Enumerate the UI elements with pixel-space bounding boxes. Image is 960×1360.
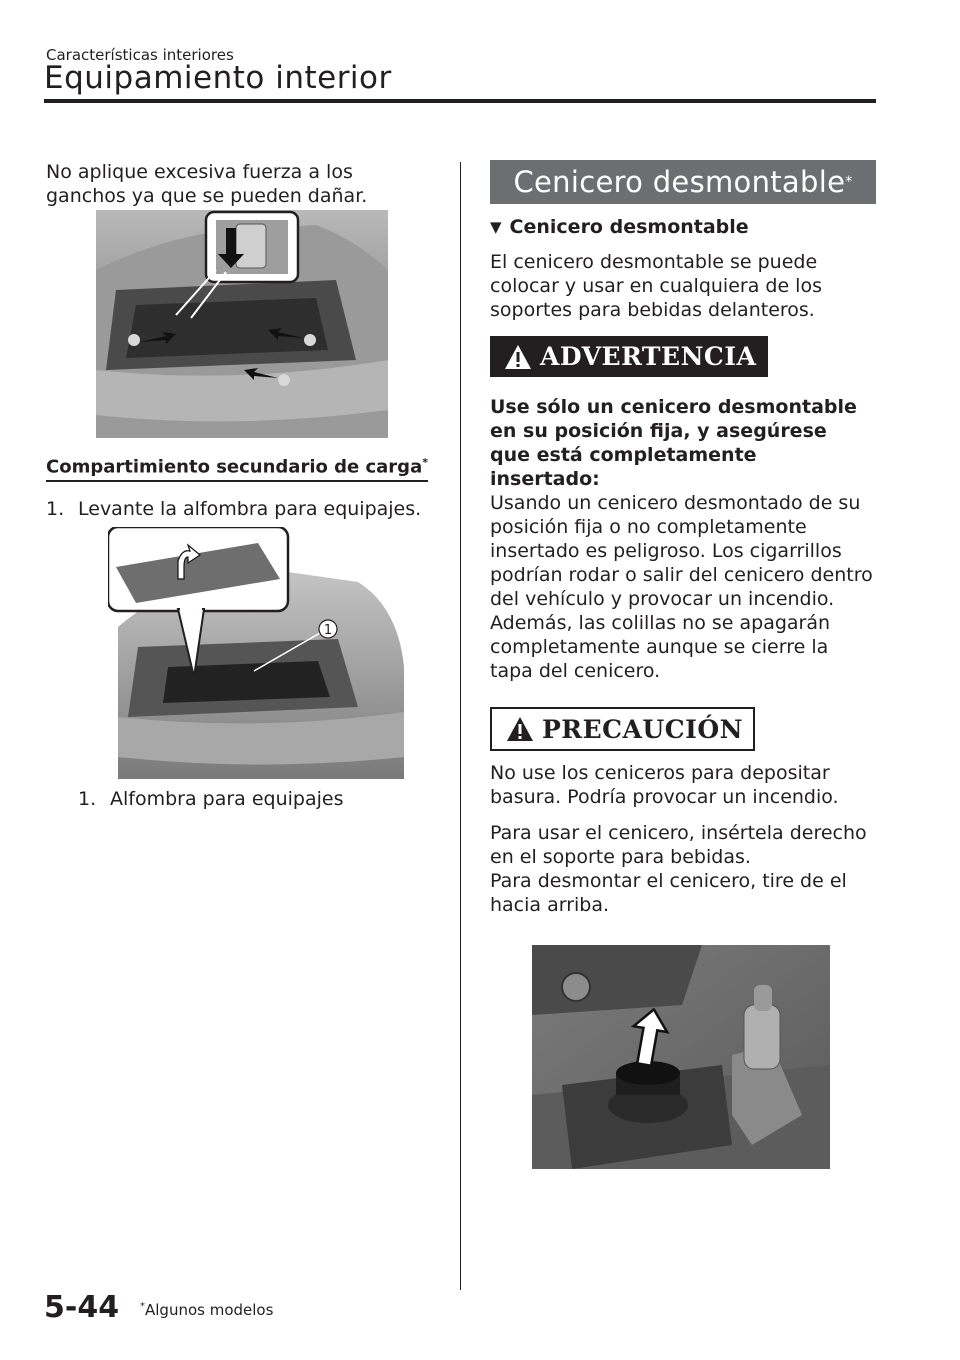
right-column [490, 160, 876, 1169]
step-text: Levante la alfombra para equipajes. [78, 498, 422, 521]
cargo-mat-photo [108, 527, 404, 779]
subheading-text: Compartimiento secundario de carga [46, 456, 423, 478]
caption-1 [78, 787, 446, 811]
instruction-1: Para usar el cenicero, insértela derecho en el soporte para bebidas. [490, 822, 867, 868]
footnote-mark: * [140, 1301, 145, 1312]
caption-text: Alfombra para equipajes [110, 788, 344, 811]
banner-mark: * [845, 174, 853, 190]
subsection-heading [490, 216, 876, 238]
page-title: Equipamiento interior [44, 60, 392, 96]
page-number: 5-44 [44, 1290, 120, 1325]
banner-title: Cenicero desmontable [513, 165, 846, 199]
trunk-hooks-photo [96, 210, 388, 438]
caution-badge [490, 707, 755, 751]
subsection-title: Cenicero desmontable [509, 216, 749, 238]
triangle-down-icon: ▼ [490, 218, 502, 236]
warning-text: Usando un cenicero desmontado de su posición fija o no completamente insertado es peligroso. Los cigarrillos podrían rodar o salir del cenicero dentro del vehículo y provocar un incendio. Además, las colillas no se apagarán completamente aunque se cierre la tapa del cenicero. [490, 492, 873, 682]
intro-text: No aplique excesiva fuerza a los ganchos ya que se pueden dañar. [46, 161, 368, 207]
caption-number: 1. [78, 788, 97, 811]
caution-label: PRECAUCIÓN [542, 714, 743, 744]
caution-triangle-icon [506, 716, 534, 742]
callout-1: 1 [323, 623, 333, 639]
left-column [46, 160, 446, 811]
step-number: 1. [46, 498, 65, 521]
warning-badge [490, 336, 768, 377]
cargo-mat-illustration [108, 527, 404, 779]
caution-text: No use los ceniceros para depositar basura. Podría provocar un incendio. [490, 762, 839, 808]
paragraph-1: El cenicero desmontable se puede colocar y usar en cualquiera de los soportes para bebidas delanteros. [490, 251, 822, 321]
instruction-2: Para desmontar el cenicero, tire de el hacia arriba. [490, 870, 847, 916]
warning-triangle-icon [504, 344, 532, 370]
warning-label: ADVERTENCIA [540, 342, 757, 371]
warning-bold: Use sólo un cenicero desmontable en su posición fija, y asegúrese que está completamente insertado: [490, 396, 857, 490]
secondary-cargo-heading [46, 456, 428, 477]
step-1 [46, 497, 446, 521]
ashtray-photo [532, 945, 830, 1169]
subheading-mark: * [422, 456, 428, 469]
header-rule [44, 99, 876, 103]
footnote-text: Algunos modelos [145, 1301, 274, 1319]
subheading-rule [46, 480, 428, 482]
trunk-hooks-illustration [96, 210, 388, 438]
section-label: Características interiores [46, 46, 234, 64]
section-banner [490, 160, 876, 204]
footnote [140, 1301, 273, 1319]
column-divider [460, 162, 461, 1290]
ashtray-illustration [532, 945, 830, 1169]
